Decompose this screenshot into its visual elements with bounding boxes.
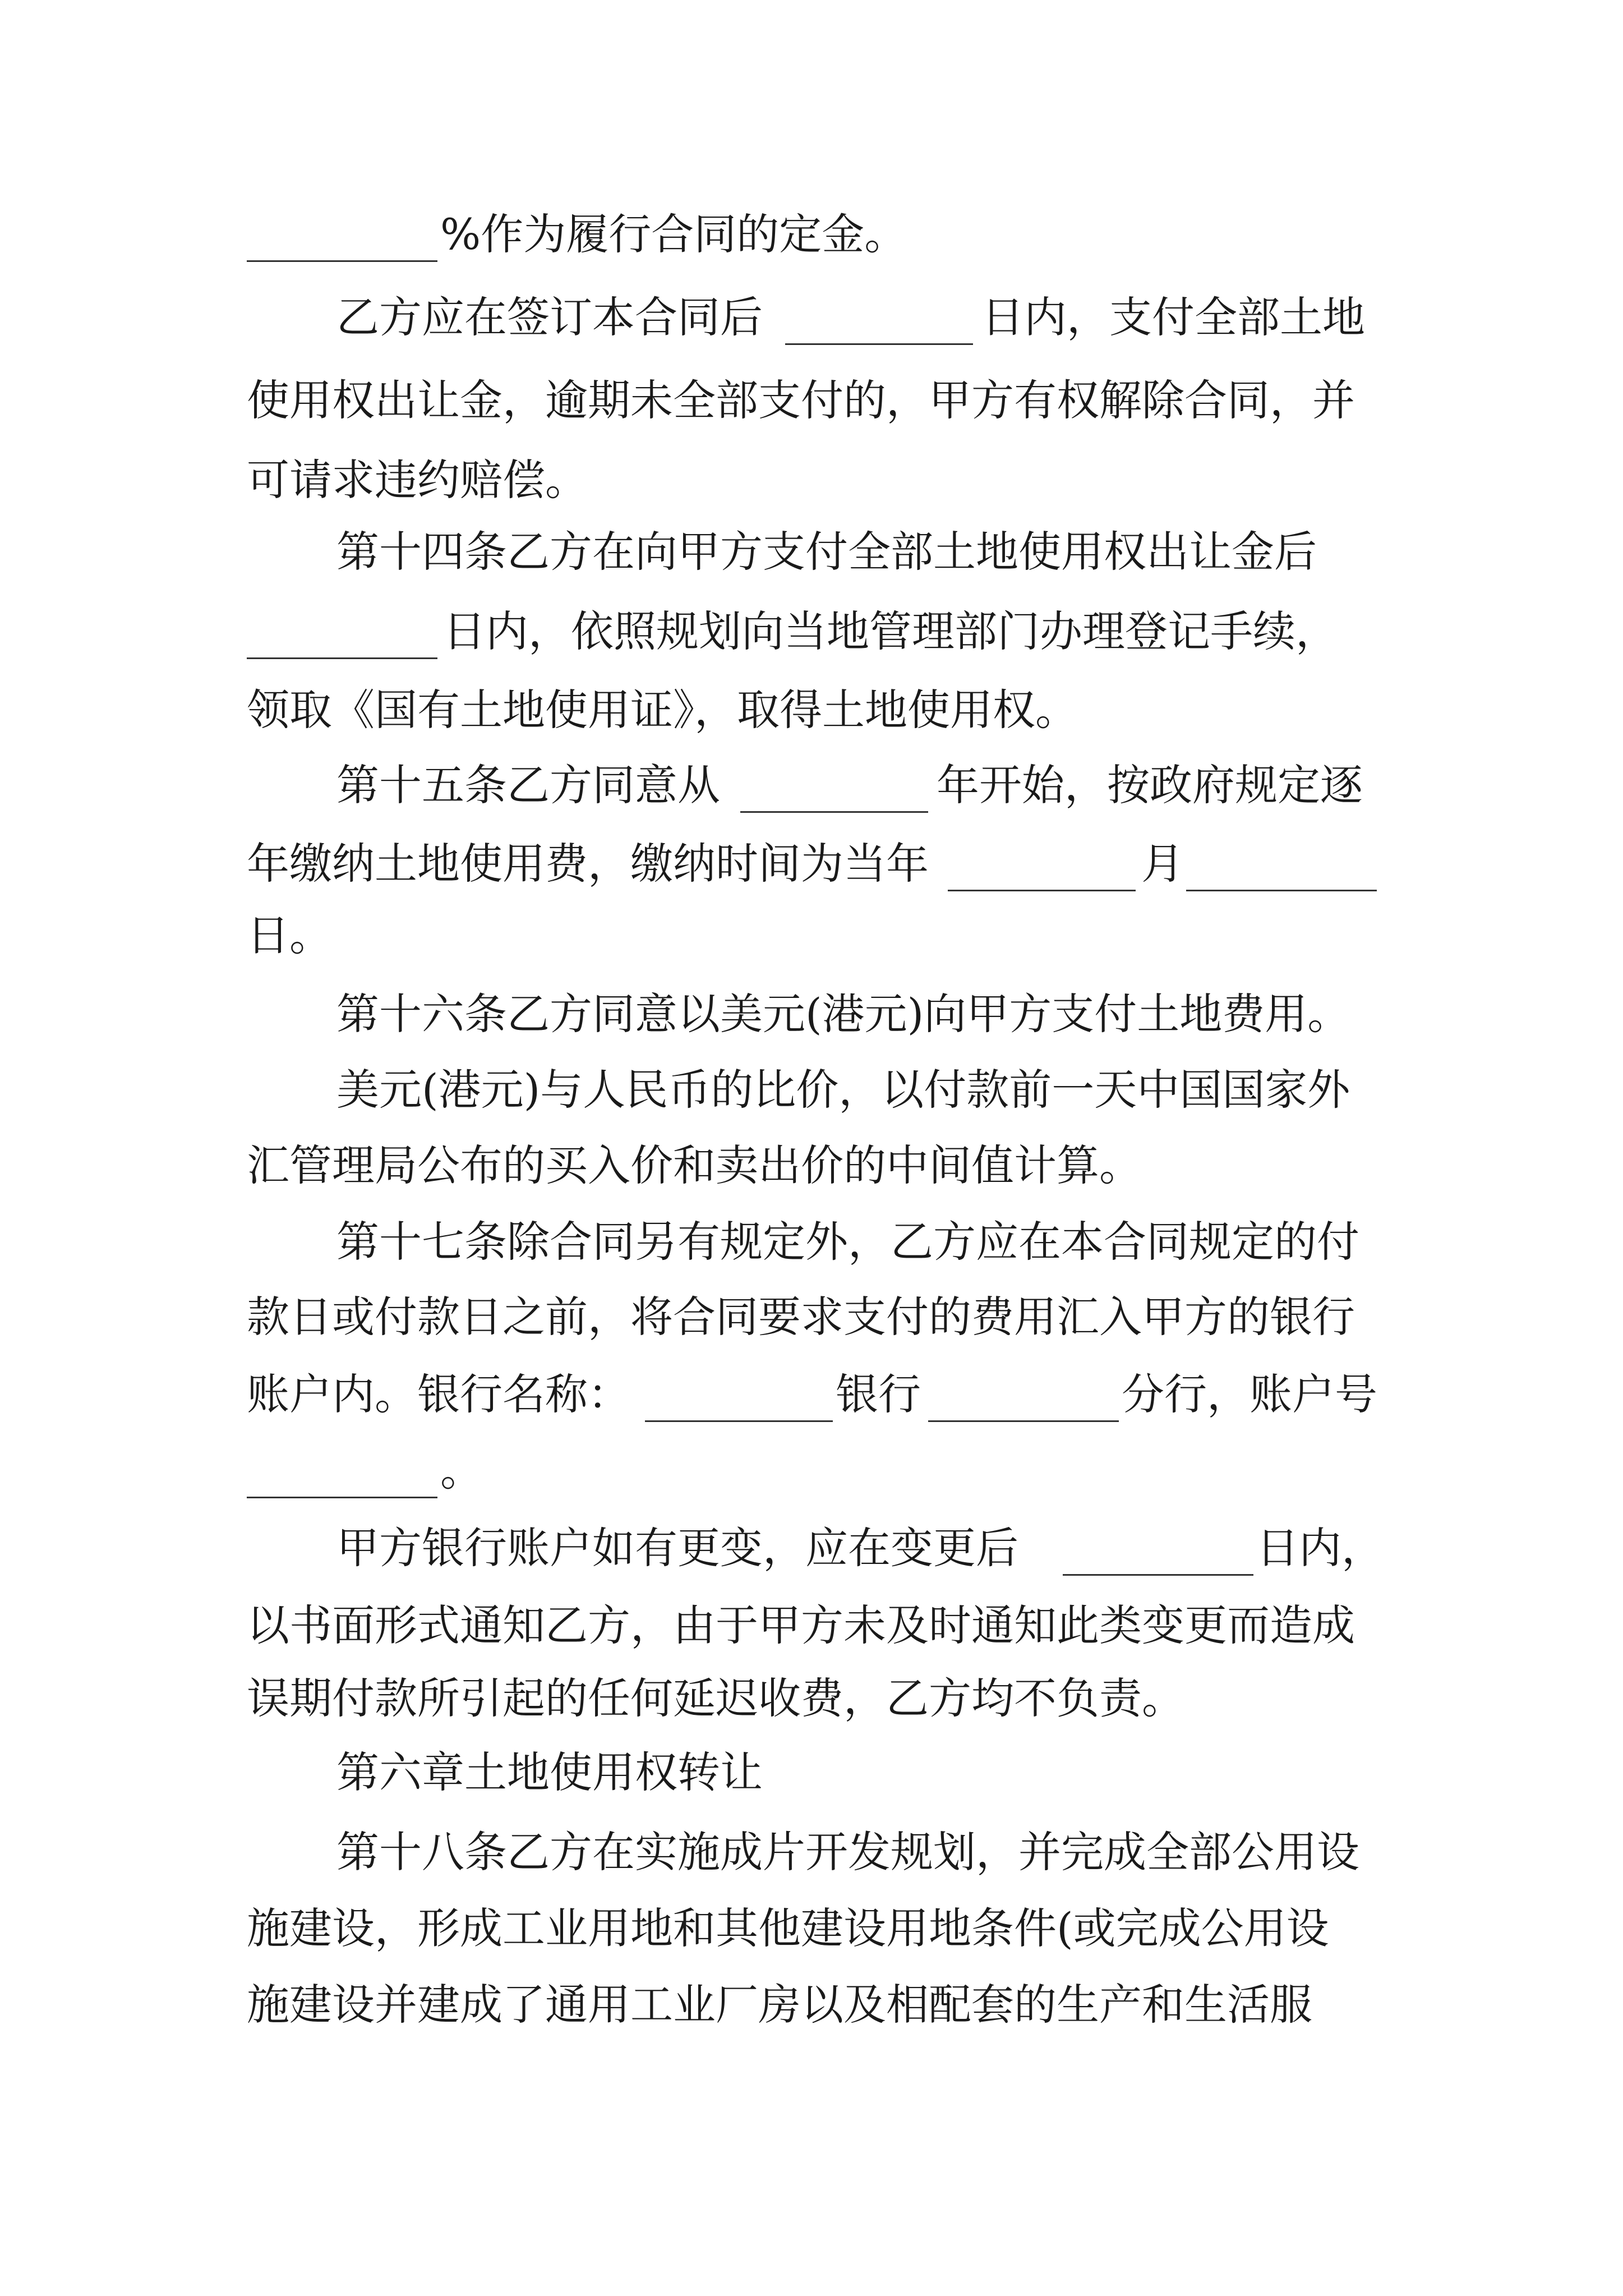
text-line	[0, 1446, 1623, 1522]
line-text: 日内，支付全部土地	[981, 292, 1365, 342]
text-line	[0, 685, 1623, 762]
line-text: 乙方应在签订本合同后	[336, 292, 763, 342]
line-text: 银行	[836, 1369, 921, 1419]
fill-in-blank	[1186, 890, 1377, 891]
fill-in-blank	[645, 1420, 833, 1422]
text-line	[0, 910, 1623, 987]
text-line	[0, 527, 1623, 604]
line-text: 月	[1141, 839, 1184, 889]
text-line	[0, 839, 1623, 915]
section-heading	[0, 1747, 1623, 1824]
line-text: 以书面形式通知乙方，由于甲方未及时通知此类变更而造成	[247, 1600, 1355, 1650]
text-line	[0, 1980, 1623, 2056]
text-line	[0, 1523, 1623, 1600]
line-text: 汇管理局公布的买入价和卖出价的中间值计算。	[247, 1140, 1142, 1190]
line-text: 分行，账户号	[1122, 1369, 1377, 1419]
line-text: 第十六条乙方同意以美元(港元)向甲方支付土地费用。	[336, 989, 1350, 1039]
line-text: 年缴纳土地使用费，缴纳时间为当年	[247, 839, 929, 889]
line-text: 施建设，形成工业用地和其他建设用地条件(或完成公用设	[247, 1903, 1329, 1953]
fill-in-blank	[247, 657, 437, 659]
line-text: 可请求违约赔偿。	[247, 455, 588, 505]
text-line	[0, 1217, 1623, 1294]
line-text: 款日或付款日之前，将合同要求支付的费用汇入甲方的银行	[247, 1292, 1355, 1342]
text-line	[0, 1140, 1623, 1217]
line-text: 施建设并建成了通用工业厂房以及相配套的生产和生活服	[247, 1980, 1312, 2030]
text-line	[0, 989, 1623, 1066]
text-line	[0, 1827, 1623, 1904]
text-line	[0, 1673, 1623, 1750]
fill-in-blank	[247, 1497, 437, 1498]
line-text: 美元(港元)与人民币的比价，以付款前一天中国国家外	[336, 1065, 1350, 1115]
line-text: 第十四条乙方在向甲方支付全部土地使用权出让金后	[336, 527, 1317, 577]
line-text: 第十八条乙方在实施成片开发规划，并完成全部公用设	[336, 1827, 1359, 1877]
text-line	[0, 292, 1623, 369]
fill-in-blank	[785, 343, 973, 345]
text-line	[0, 1903, 1623, 1980]
line-text: 误期付款所引起的任何延迟收费，乙方均不负责。	[247, 1673, 1184, 1723]
text-line	[0, 1292, 1623, 1369]
text-line	[0, 606, 1623, 683]
text-line	[0, 455, 1623, 532]
text-line	[0, 1369, 1623, 1446]
line-text: 日内，	[1256, 1523, 1384, 1573]
text-line	[0, 209, 1623, 286]
fill-in-blank	[247, 260, 437, 262]
line-text: %作为履行合同的定金。	[440, 209, 907, 259]
line-text: 第十七条除合同另有规定外，乙方应在本合同规定的付	[336, 1217, 1359, 1267]
text-line	[0, 375, 1623, 452]
line-text: 甲方银行账户如有更变，应在变更后	[336, 1523, 1018, 1573]
text-line	[0, 1600, 1623, 1677]
line-text: 。	[440, 1446, 483, 1496]
line-text: 日内，依照规划向当地管理部门办理登记手续，	[443, 606, 1338, 656]
line-text: 第六章土地使用权转让	[336, 1747, 763, 1797]
text-line	[0, 760, 1623, 837]
line-text: 日。	[247, 910, 332, 960]
fill-in-blank	[948, 890, 1136, 891]
fill-in-blank	[740, 811, 928, 813]
line-text: 领取《国有土地使用证》，取得土地使用权。	[247, 685, 1078, 735]
text-line	[0, 1065, 1623, 1142]
line-text: 使用权出让金，逾期未全部支付的，甲方有权解除合同，并	[247, 375, 1355, 425]
line-text: 账户内。银行名称：	[247, 1369, 630, 1419]
fill-in-blank	[928, 1420, 1119, 1422]
fill-in-blank	[1063, 1574, 1253, 1576]
line-text: 第十五条乙方同意从	[336, 760, 720, 810]
line-text: 年开始，按政府规定逐	[937, 760, 1363, 810]
